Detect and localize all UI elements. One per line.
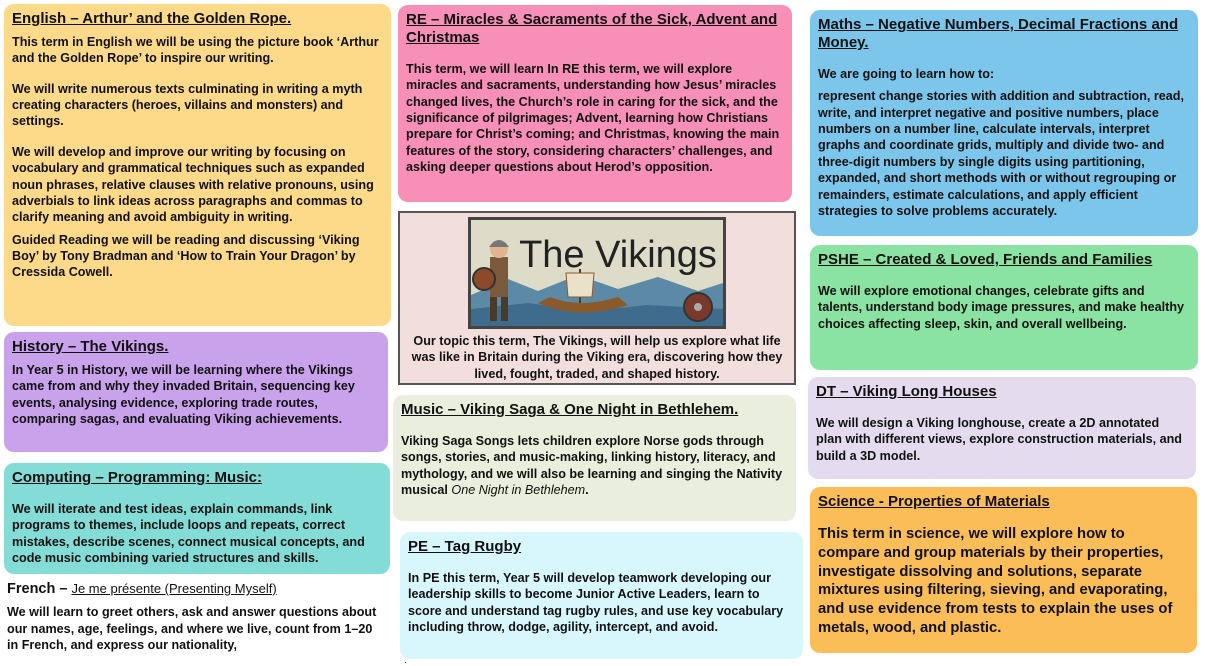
pe-text: In PE this term, Year 5 will develop teamwork developing our leadership skills to become Junior Active Leaders, learn to score and understand tag rugby rules, and use key vocabulary including throw, dodge, agility, intercept, and avoid.: [408, 571, 784, 635]
musical-name: One Night in Bethlehem: [451, 483, 586, 498]
music-title: Music – Viking Saga & One Night in Bethlehem.: [401, 401, 739, 418]
pe-title: PE – Tag Rugby: [408, 538, 522, 555]
history-text: In Year 5 in History, we will be learning where the Vikings came from and why they invaded Britain, sequencing key events, analysing evidence, exploring trade routes, comparing sagas, and evaluating Viking achievements.: [12, 363, 355, 427]
re-title: RE – Miracles & Sacraments of the Sick, Advent and Christmas: [406, 11, 778, 46]
maths-intro: We are going to learn how to:: [818, 67, 995, 81]
english-text-1: This term in English we will be using the picture book ‘Arthur and the Golden Rope’ to inspire our writing.: [12, 35, 379, 66]
science-panel: [810, 487, 1197, 653]
computing-panel: [4, 463, 390, 574]
music-panel: [393, 395, 796, 521]
french-panel: [2, 577, 392, 666]
english-text-3: We will develop and improve our writing by focusing on vocabulary and grammatical techniques such as expanded noun phrases, relative clauses with relative pronouns, using adverbials to link ideas across paragraphs and commas to clarify meaning and avoid ambiguity in writing.: [12, 144, 374, 225]
history-panel: [4, 332, 388, 452]
computing-text: We will iterate and test ideas, explain commands, link programs to themes, include loops and repeats, correct mistakes, describe scenes, connect musical concepts, and code music combining varied structures and skills.: [12, 502, 365, 566]
pe-panel: [400, 532, 803, 659]
french-subtitle: Je me présente (Presenting Myself): [71, 581, 277, 596]
english-title: English – Arthur’ and the Golden Rope.: [12, 10, 292, 27]
science-title: Science - Properties of Materials: [818, 493, 1050, 510]
dt-panel: [808, 377, 1196, 479]
science-text: This term in science, we will explore how to compare and group materials by their properties, investigate dissolving and solutions, separate mixtures using filtering, sieving, and evaporating, and use evidence from tests to explain the uses of metals, wood, and plastic.: [818, 526, 1173, 636]
french-text: We will learn to greet others, ask and answer questions about our names, age, feelings, and where we live, count from 1–20 in French, and express our nationality,: [7, 605, 377, 653]
topic-caption: Our topic this term, The Vikings, will help us explore what life was like in Britain during the Viking era, discovering how they lived, fought, traded, and shaped history.: [411, 334, 783, 381]
stray-mark: .: [404, 655, 407, 666]
french-title: French – Je me présente (Presenting Myself): [7, 581, 277, 597]
pshe-panel: [810, 245, 1198, 370]
topic-panel: [398, 211, 796, 385]
re-text: This term, we will learn In RE this term, we will explore miracles and sacraments, understanding how Jesus’ miracles changed lives, the Church’s role in caring for the sick, and the significance of pilgrimages; Advent, learning how Christians prepare for Christ’s coming; and Christmas, knowing the main features of the story, considering characters’ challenges, and asking deeper questions about Herod’s opposition.: [406, 62, 780, 175]
english-text-4: Guided Reading we will be reading and discussing ‘Viking Boy’ by Tony Bradman and ‘How to Train Your Dragon’ by Cressida Cowell.: [12, 232, 360, 280]
english-panel: [4, 4, 391, 326]
maths-title: Maths – Negative Numbers, Decimal Fractions and Money.: [818, 16, 1179, 51]
dt-text: We will design a Viking longhouse, create a 2D annotated plan with different views, explore construction materials, and build a 3D model.: [816, 416, 1182, 463]
pshe-text: We will explore emotional changes, celebrate gifts and talents, understand body image pressures, and make healthy choices affecting sleep, skin, and overall wellbeing.: [818, 284, 1185, 331]
music-text: Viking Saga Songs lets children explore Norse gods through songs, stories, and music-making, linking history, literacy, and mythology, and we will also be learning and singing the Nativity musical One Night in Bethlehem.: [401, 434, 783, 498]
maths-panel: [810, 10, 1198, 236]
english-text-2: We will write numerous texts culminating in writing a myth creating characters (heroes, villains and monsters) and settings.: [12, 81, 363, 129]
computing-title: Computing – Programming: Music:: [12, 469, 263, 486]
dt-title: DT – Viking Long Houses: [816, 383, 997, 400]
banner-title: The Vikings: [519, 234, 717, 276]
history-title: History – The Vikings.: [12, 338, 169, 355]
vikings-banner-image: [468, 217, 726, 329]
pshe-title: PSHE – Created & Loved, Friends and Families: [818, 251, 1153, 268]
maths-text: represent change stories with addition and subtraction, read, write, and interpret negative and positive numbers, place numbers on a number line, calculate intervals, interpret graphs and coordinate grids, multiply and divide two- and three-digit numbers by single digits using partitioning, expanded, and short methods with or without regrouping or remainders, estimate calculations, and apply efficient strategies to solve problems accurately.: [818, 89, 1184, 218]
re-panel: [398, 5, 792, 202]
